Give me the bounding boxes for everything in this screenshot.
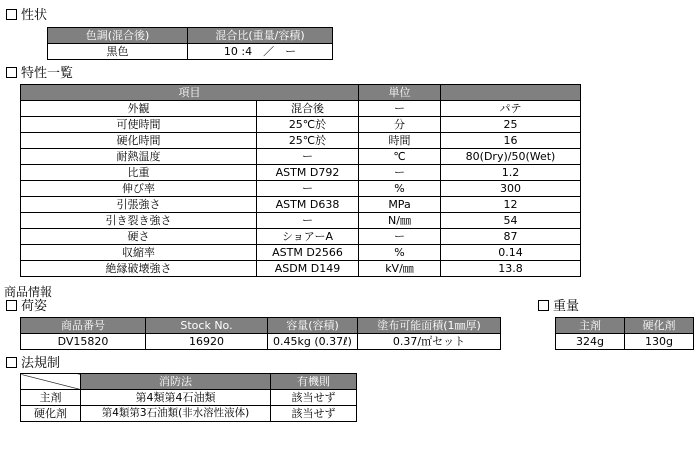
table-cell: 0.37/㎡セット: [358, 334, 501, 350]
column-header: 消防法: [81, 374, 271, 390]
table-cell: 伸び率: [21, 181, 257, 197]
table-cell: 比重: [21, 165, 257, 181]
table-cell: 12: [441, 197, 581, 213]
packaging-table: [20, 317, 501, 350]
section-weight: 重量: [538, 299, 579, 315]
table-cell: 25℃於: [257, 133, 359, 149]
table-cell: kV/㎜: [359, 261, 441, 277]
table-cell: 130g: [625, 334, 694, 350]
table-cell: ー: [257, 149, 359, 165]
table-cell: パテ: [441, 101, 581, 117]
table-row: [21, 181, 581, 197]
table-cell: N/㎜: [359, 213, 441, 229]
section-characteristics: 特性一覧: [6, 66, 73, 82]
table-row: [21, 334, 501, 350]
table-header-row: [556, 318, 694, 334]
table-cell: 16920: [146, 334, 268, 350]
table-cell: 54: [441, 213, 581, 229]
table-cell: 該当せず: [271, 390, 357, 406]
table-cell: 時間: [359, 133, 441, 149]
row-header: 主剤: [21, 390, 81, 406]
table-row: [556, 334, 694, 350]
column-header: 混合比(重量/容積): [188, 28, 333, 44]
table-header-row: [21, 85, 581, 101]
row-header: 硬化剤: [21, 406, 81, 422]
table-row: [21, 133, 581, 149]
table-cell: ASTM D792: [257, 165, 359, 181]
table-row: [21, 149, 581, 165]
table-row: [21, 213, 581, 229]
table-row: [21, 101, 581, 117]
table-row: [21, 229, 581, 245]
table-cell: 黒色: [48, 44, 188, 60]
table-cell: 引張強さ: [21, 197, 257, 213]
diagonal-corner-cell: [21, 374, 81, 390]
section-regulations: 法規制: [6, 356, 60, 372]
table-cell: 硬さ: [21, 229, 257, 245]
table-row: [21, 117, 581, 133]
table-cell: ASTM D2566: [257, 245, 359, 261]
table-cell: ー: [359, 101, 441, 117]
table-cell: ショアーA: [257, 229, 359, 245]
characteristics-rows: [21, 101, 581, 277]
table-header-row: [21, 374, 357, 390]
table-cell: 収縮率: [21, 245, 257, 261]
characteristics-table: [20, 84, 581, 277]
table-cell: 絶縁破壊強さ: [21, 261, 257, 277]
table-header-row: [21, 318, 501, 334]
table-row: [48, 44, 333, 60]
table-row: [21, 165, 581, 181]
table-cell: ー: [359, 165, 441, 181]
column-header: 有機則: [271, 374, 357, 390]
table-cell: 10 :4 ／ ー: [188, 44, 333, 60]
weight-table: [555, 317, 694, 350]
table-cell: 第4類第4石油類: [81, 390, 271, 406]
column-header-item: 項目: [21, 85, 359, 101]
table-cell: ー: [359, 229, 441, 245]
column-header: 主剤: [556, 318, 625, 334]
table-header-row: [48, 28, 333, 44]
table-cell: 300: [441, 181, 581, 197]
table-cell: %: [359, 181, 441, 197]
checkbox-square-icon: [6, 300, 17, 311]
column-header-unit: 単位: [359, 85, 441, 101]
table-cell: 耐熱温度: [21, 149, 257, 165]
table-cell: 25℃於: [257, 117, 359, 133]
table-cell: 硬化時間: [21, 133, 257, 149]
column-header: Stock No.: [146, 318, 268, 334]
table-cell: 引き裂き強さ: [21, 213, 257, 229]
table-cell: ー: [257, 213, 359, 229]
table-cell: 16: [441, 133, 581, 149]
table-cell: 324g: [556, 334, 625, 350]
table-cell: 分: [359, 117, 441, 133]
checkbox-square-icon: [538, 300, 549, 311]
section-properties: 性状: [6, 8, 47, 24]
regulations-table: [20, 373, 357, 422]
table-cell: 13.8: [441, 261, 581, 277]
column-header: 硬化剤: [625, 318, 694, 334]
column-header: 色調(混合後): [48, 28, 188, 44]
table-cell: 第4類第3石油類(非水溶性液体): [81, 406, 271, 422]
table-cell: 該当せず: [271, 406, 357, 422]
checkbox-square-icon: [6, 67, 17, 78]
table-cell: ASDM D149: [257, 261, 359, 277]
table-row: [21, 406, 357, 422]
table-cell: 混合後: [257, 101, 359, 117]
table-cell: %: [359, 245, 441, 261]
section-packaging: 荷姿: [6, 299, 47, 315]
table-cell: 0.45kg (0.37ℓ): [268, 334, 358, 350]
table-row: [21, 245, 581, 261]
table-cell: 87: [441, 229, 581, 245]
properties-table: [47, 27, 333, 60]
checkbox-square-icon: [6, 9, 17, 20]
table-row: [21, 261, 581, 277]
table-cell: 可使時間: [21, 117, 257, 133]
section-product-info: 商品情報: [4, 285, 53, 299]
table-cell: 外観: [21, 101, 257, 117]
table-cell: DV15820: [21, 334, 146, 350]
table-row: [21, 390, 357, 406]
column-header: 容量(容積): [268, 318, 358, 334]
table-cell: MPa: [359, 197, 441, 213]
table-cell: 1.2: [441, 165, 581, 181]
table-row: [21, 197, 581, 213]
table-cell: ℃: [359, 149, 441, 165]
table-cell: ASTM D638: [257, 197, 359, 213]
column-header: 商品番号: [21, 318, 146, 334]
table-cell: 0.14: [441, 245, 581, 261]
table-cell: ー: [257, 181, 359, 197]
table-cell: 80(Dry)/50(Wet): [441, 149, 581, 165]
column-header: 塗布可能面積(1㎜厚): [358, 318, 501, 334]
checkbox-square-icon: [6, 357, 17, 368]
column-header-value: [441, 85, 581, 101]
table-cell: 25: [441, 117, 581, 133]
